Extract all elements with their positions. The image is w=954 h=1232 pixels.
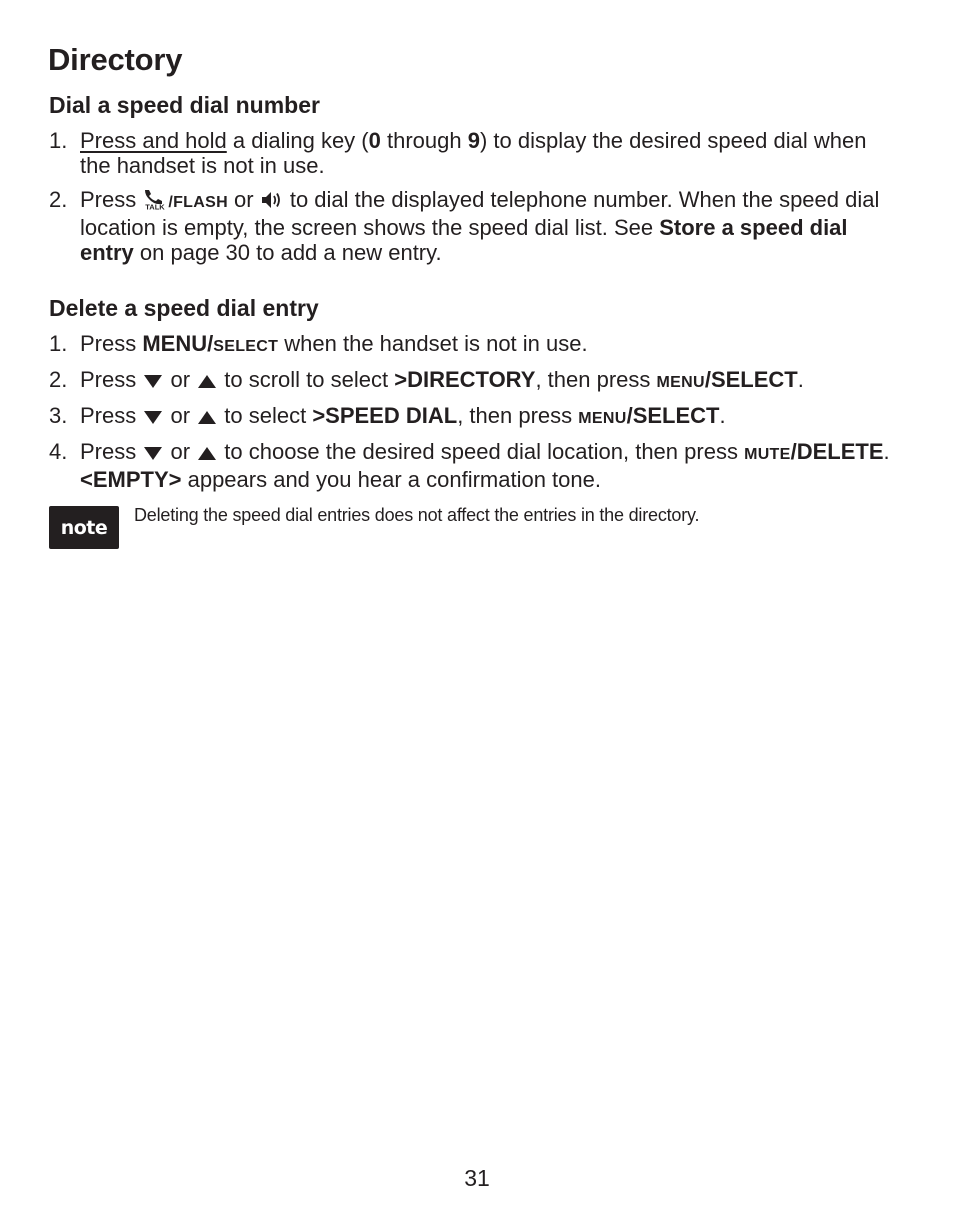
- talk-icon-label: TALK: [145, 202, 166, 210]
- step-text: to dial the displayed telephone number. When the speed dial location is empty, the screen shows the speed dial list. See: [80, 187, 880, 240]
- step-number: 2.: [49, 367, 68, 392]
- step-text: or: [164, 367, 197, 392]
- step-text: a dialing key (: [226, 128, 369, 153]
- up-arrow-icon: [198, 375, 216, 388]
- list-item: [0, 128, 890, 178]
- down-arrow-icon: [144, 411, 162, 424]
- page-number: 31: [464, 1165, 490, 1191]
- menu-option: >SPEED DIAL: [312, 403, 458, 428]
- section-heading-dial: Dial a speed dial number: [49, 92, 320, 118]
- key-label: SELECT: [213, 338, 279, 355]
- list-item: [0, 187, 890, 265]
- step-text: ) to display the desired speed dial when the handset is not in use.: [80, 128, 867, 178]
- note-text: Deleting the speed dial entries does not affect the entries in the directory.: [134, 505, 700, 525]
- down-arrow-icon: [144, 375, 162, 388]
- list-item: [0, 331, 890, 359]
- list-item: [0, 403, 890, 431]
- step-text: .: [719, 403, 726, 428]
- page-title: Directory: [48, 42, 183, 77]
- key-label: /FLASH: [168, 194, 228, 211]
- step-text: to scroll to select: [218, 367, 395, 392]
- key-label: MENU: [656, 374, 705, 391]
- step-text: Press: [80, 187, 143, 212]
- step-text: Press: [80, 367, 143, 392]
- key-label: /SELECT: [704, 367, 798, 392]
- step-text: when the handset is not in use.: [278, 331, 588, 356]
- step-text: , then press: [457, 403, 579, 428]
- key-label: /DELETE: [790, 439, 884, 464]
- step-text: on page 30 to add a new entry.: [133, 240, 442, 265]
- section-heading-delete: Delete a speed dial entry: [49, 295, 319, 321]
- key-label: 0: [368, 128, 381, 153]
- step-text: Press: [80, 331, 143, 356]
- step-text: .: [883, 439, 890, 464]
- step-number: 1.: [49, 331, 68, 356]
- list-item: [0, 367, 890, 395]
- step-text: Press and hold: [80, 128, 227, 153]
- step-text: , then press: [535, 367, 657, 392]
- key-label: MUTE: [744, 446, 791, 463]
- step-text: through: [380, 128, 468, 153]
- delete-steps-list: [0, 331, 890, 492]
- step-text: appears and you hear a confirmation tone.: [181, 467, 601, 492]
- step-number: 3.: [49, 403, 68, 428]
- speaker-icon: [260, 190, 284, 215]
- step-number: 1.: [49, 128, 68, 153]
- key-label: MENU: [578, 410, 627, 427]
- screen-message: <EMPTY>: [80, 467, 182, 492]
- step-text: or: [227, 187, 260, 212]
- key-label: 9: [467, 128, 480, 153]
- step-text: or: [164, 439, 197, 464]
- step-text: or: [164, 403, 197, 428]
- up-arrow-icon: [198, 411, 216, 424]
- step-text: to choose the desired speed dial location, then press: [218, 439, 745, 464]
- key-label: MENU/: [142, 331, 214, 356]
- note-badge: note: [49, 506, 119, 549]
- key-label: /SELECT: [626, 403, 720, 428]
- step-text: Press: [80, 439, 143, 464]
- down-arrow-icon: [144, 447, 162, 460]
- step-number: 2.: [49, 187, 68, 212]
- list-item: [0, 439, 890, 492]
- menu-option: >DIRECTORY: [394, 367, 536, 392]
- talk-icon: [142, 188, 168, 215]
- up-arrow-icon: [198, 447, 216, 460]
- step-text: to select: [218, 403, 313, 428]
- step-text: .: [797, 367, 804, 392]
- cross-reference: Store a speed dial entry: [80, 215, 848, 265]
- dial-steps-list: [0, 128, 890, 265]
- step-text: Press: [80, 403, 143, 428]
- step-number: 4.: [49, 439, 68, 464]
